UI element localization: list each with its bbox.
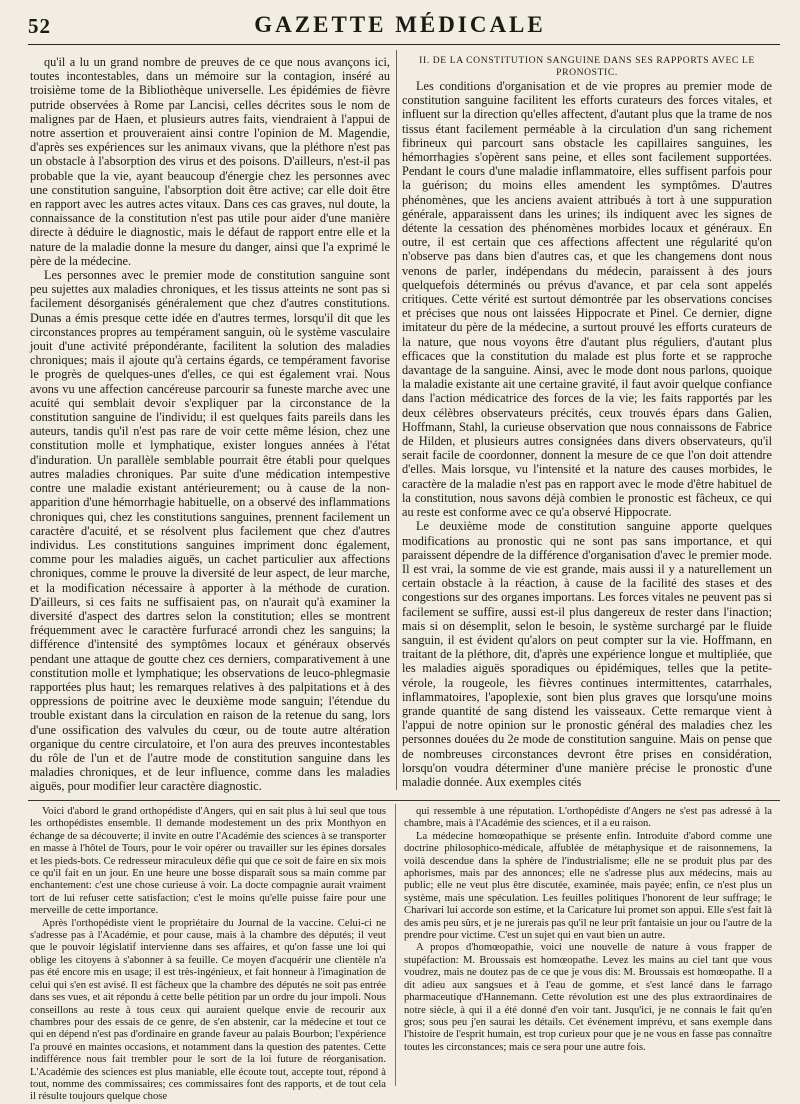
- feuilleton-rule: [28, 800, 780, 801]
- header-rule: [28, 44, 780, 45]
- section-heading: II. DE LA CONSTITUTION SANGUINE DANS SES RAPPORTS AVEC LE PRONOSTIC.: [419, 55, 755, 78]
- page-number: 52: [28, 14, 51, 38]
- feuilleton-paragraph: Voici d'abord le grand orthopédiste d'Angers, qui en sait plus à lui seul que tous les orthopédistes ensemble. Il demande modestement un des prix Monthyon en échange de sa découverte; il invite en outre l'Académie des sciences à se transporter en masse à l'hôtel de Tours, pour le voir opérer ou travailler sur les épines dorsales et les pieds-bots. Ce redresseur miraculeux défie qui que ce soit de faire en six mois ce qu'il fait en un jour. En une heure une bosse disparaît sous sa main comme par enchantement: c'est une chose curieuse à voir. La docte compagnie aurait vraiment tort de lui refuser cette satisfaction; c'est le moins qu'elle puisse faire pour une merveille de cette importance.: [30, 806, 386, 917]
- left-paragraph: Les personnes avec le premier mode de constitution sanguine sont peu sujettes aux maladies chroniques, et les tissus atteints ne sont pas si facilement désorganisés généralement que chez d'autres constitutions. Dunas a émis presque cette idée en d'autres termes, lorsqu'il dit que les circonstances propres au tempérament sanguin, où le système vasculaire jouit d'une activité prépondérante, facilitent la solution des maladies chroniques; mais il ajoute qu'à certains égards, ce tempérament favorise le progrès de quelques-unes d'elles, ce qui est également vrai. Nous avons vu une affection cancéreuse parcourir sa funeste marche avec une acuité qui semblait devoir s'expliquer par la circonstance de la constitution sanguine de l'individu; il est quelques faits pareils dans les auteurs, tandis qu'il n'est pas rare de voir cette même lésion, chez une constitution molle et lymphatique, exister longues années à l'état d'induration. Un parallèle semblable pourrait être établi pour quelques autres maladies chroniques. Par suite d'une médication intempestive contre une maladie existant antérieurement; ou à cause de la non-apparition d'une hémorrhagie habituelle, on a observé des inflammations chroniques qui, chez les constitutions sanguines, prennent facilement un caractère d'acuité, et se résolvent plus facilement que chez d'autres individus. Les constitutions sanguines impriment donc également, comme pour les maladies aiguës, un cachet particulier aux affections chroniques, comme le prouve la diversité de leur aspect, de leur marche, et la modification nécessaire à apporter à la méthode de curation. D'ailleurs, si ces faits ne suffisaient pas, on n'aurait qu'à examiner la diversité d'aspect des dartres selon la constitution; elles se montrent fréquemment avec le caractère furfuracé arrondi chez les sanguins; la différence d'intensité des symptômes locaux et généraux observés pendant une attaque de goutte chez ces derniers, comparativement à une constitution molle et lymphatique; les observations de leuco-phlegmasie rapportées plus haut; les remarques relatives à des palpitations et à des oppressions de poitrine avec le deuxième mode sanguin; l'étendue du trouble existant dans la circulation en raison de la retenue du sang, lors d'une ossification des valvules du cœur, ou de toute autre altération organique du centre circulatoire, et l'on aura des preuves incontestables du rôle de l'un et de l'autre mode de constitution sanguine dans les maladies chroniques, et de leur influence, comme dans les maladies aiguës, pour modifier leur caractère diagnostic.: [30, 268, 390, 794]
- journal-title: GAZETTE MÉDICALE: [254, 12, 546, 37]
- feuilleton-paragraph: qui ressemble à une réputation. L'orthopédiste d'Angers ne s'est pas adressé à la chambre, mais à l'Académie des sciences, et il a eu raison.: [404, 806, 772, 830]
- left-paragraph: qu'il a lu un grand nombre de preuves de ce que nous avançons ici, toutes incontestables, dans un mémoire sur la contagion, inséré au troisième tome de la Bibliothèque universelle. Les épidémies de fièvre putride observées à Rome par Lancisi, celles décrites sous le nom de malignes par de Haen, et plusieurs autres faits, viendraient à l'appui de notre assertion et prouveraient ainsi contre l'opinion de M. Magendie, d'après ses expériences sur les animaux vivans, que la pléthore n'est pas un obstacle à l'absorption des virus et des poisons. D'ailleurs, n'est-il pas probable que la vie, ayant beaucoup d'énergie chez les personnes avec une constitution sanguine, l'absorption doit être active; car elle doit être en rapport avec les autres actes vitaux. Dans ces cas graves, nul doute, la connaissance de la constitution n'est pas utile pour aider d'une manière directe à déduire le diagnostic, mais le défaut de rapport entre elle et la nature de la maladie donne la mesure du danger, ainsi que l'a exprimé le père de la médecine.: [30, 55, 390, 268]
- feuilleton-divider: [395, 804, 396, 1086]
- right-paragraph: Le deuxième mode de constitution sanguine apporte quelques modifications au pronostic qui ne sont pas sans importance, et qui paraissent dépendre de la différence d'organisation d'avec le premier mode. Il est vrai, la somme de vie est grande, mais aussi il y a naturellement un certain obstacle à la réaction, à cause de la facilité des stases et des congestions sur des organes importans. Les forces vitales ne peuvent pas si facilement se suffire, aussi est-il plus dangereux de rester dans l'inaction; mais si on désemplit, selon le besoin, le système surchargé par le fluide sanguin, il est évident qu'alors on peut compter sur la vie. Hoffmann, en traitant de la pléthore, dit, d'après une expérience longue et multipliée, que les maladies aiguës sporadiques ou épidémiques, telles que la petite-vérole, la rougeole, les fièvres continues intermittentes, catarrhales, inflammatoires, l'apoplexie, sont bien plus graves que lorsqu'une moins grande quantité de sang distend les vaisseaux. Cette remarque vient à l'appui de notre opinion sur le pronostic général des maladies chez les personnes douées du 2e mode de constitution sanguine. Mais on pense que de nombreuses circonstances devront être prises en considération, lorsqu'on voudra déterminer d'une manière précise le pronostic d'une maladie donnée. Aux exemples cités: [402, 519, 772, 789]
- feuilleton-paragraph: La médecine homœopathique se présente enfin. Introduite d'abord comme une doctrine philosophico-médicale, affublée de métaphysique et de raisonnemens, la voilà descendue dans la sphère de l'industrialisme; elle ne se produit plus par des aphorismes, mais par des annonces; elle ne s'adresse plus aux médecins, mais au public; elle ne veut plus être discutée, examinée, mais payée; enfin, ce n'est plus un système, mais une spéculation. Les feuilles politiques l'honorent de leur suffrage; le Charivari lui accorde son estime, et la Caricature lui promet son appui. Elle s'est fait là des amis peu sûrs, et je ne jurerais pas qu'il ne leur prît fantaisie un jour ou l'autre de la prendre pour victime. C'est un sujet qui en vaut bien un autre.: [404, 830, 773, 942]
- column-divider: [396, 50, 397, 790]
- right-column: [402, 55, 772, 790]
- left-column: [30, 55, 390, 794]
- feuilleton-paragraph: Après l'orthopédiste vient le propriétaire du Journal de la vaccine. Celui-ci ne s'adresse pas à l'Académie, et pour cause, mais à la chambre des députés; il veut que le pouvoir législatif intervienne dans ses affaires, et qu'on fasse une loi qui oblige les citoyens à s'abonner à sa feuille. Ce moyen d'acquérir une clientèle n'a pas été encore mis en usage; il est très-ingénieux, et fait honneur à l'imagination de celui qui s'en est avisé. Il est fâcheux que la chambre des députés ne soit pas entrée dans ses vues, et ait répondu à cette belle pétition par un ordre du jour impoli. Nous conseillons au reste à tous ceux qui auraient quelque envie de recourir aux chambres pour des essais de ce genre, de s'en abstenir, car la médecine et tout ce qui en dépend n'est pas d'ordinaire en grande faveur au palais Bourbon; l'expérience l'a prouvé en maintes occasions, et notamment dans la question des patentes. Cette indifférence nous fait trembler pour le sort de la loi future de réorganisation. L'Académie des sciences est plus maniable, elle écoute tout, accepte tout, répond à tout, nomme des commissaires; ces commissaires font des rapports, et de tout cela il résulte toujours quelque chose: [30, 917, 386, 1103]
- feuilleton-paragraph: A propos d'homœopathie, voici une nouvelle de nature à vous frapper de stupéfaction: M. Broussais est homœopathe. Levez les mains au ciel tant que vous voudrez, mais ne doutez pas de ce que je vous dis: M. Broussais est homœopathe. Il a dit adieu aux sangsues et à l'eau de gomme, et s'est lancé dans le farrago pharmaceutique d'Hannemann. Cette révolution est une des plus extraordinaires de notre siècle, à qui il a été donné d'en voir tant. Jusqu'ici, je ne connais le fait qu'en gros; sous peu j'en saurai les détails. Cet événement imprévu, et sans exemple dans l'histoire de l'esprit humain, est trop curieux pour que je ne vous en fasse pas connaître toutes les circonstances; mais ce sera pour une autre fois.: [404, 942, 772, 1053]
- feuilleton-left: [30, 806, 386, 1103]
- right-paragraph: Les conditions d'organisation et de vie propres au premier mode de constitution sanguine facilitent les efforts curateurs des forces vitales, et influent sur la direction qu'elles affectent, d'autant plus que la trame de nos tissus étant facilement perméable à la circulation d'un sang richement fibrineux qui parcourt sans obstacle les capillaires sanguines, les hémorrhagies s'opèrent sans peine, et elles sont facilement supportées. Pendant le cours d'une maladie inflammatoire, elles suffisent parfois pour la guérison; du moins elles amendent les symptômes. D'autres phénomènes, que les anciens avaient attribués à tort à une suppuration générale, apparaissent dans les urines; ils indiquent avec les signes de détente la cessation des phénomènes morbides locaux et généraux. En outre, il est certain que ces affections affectent une régularité qu'on n'observe pas dans bien d'autres cas, et que les changemens dont nous venons de parler, indépendans du médecin, paraissent à des jours quelquefois déterminés ou prévus d'avance, et par cela sont appelés critiques. Cette vérité est surtout démontrée par les observations concises et précises que nous ont laissées Hippocrate et Pinel. Ce dernier, digne imitateur du père de la médecine, a surtout prouvé les efforts curateurs de la nature, que nous voyons être d'autant plus réguliers, d'autant plus efficaces que la constitution du malade est plus forte et se rapproche davantage de la sanguine. Ainsi, avec le mode dont nous parlons, quoique la maladie existante ait une certaine gravité, il faut avoir quelque confiance dans l'action médicatrice des forces de la vie; les faits rapportés par les deux célèbres observateurs précités, ceux trouvés épars dans Galien, Hoffmann, Stahl, la curieuse observation que nous connaissons de Fabrice de Hilden, et plusieurs autres consignées dans divers observateurs, qu'il serait facile de coordonner, donnent la mesure de ce que l'on doit attendre d'elles. Mais lorsque, vu l'intensité et la nature des causes morbides, le caractère de la maladie n'est pas en rapport avec le mode d'être habituel de la constitution, nous savons déjà combien le pronostic est fâcheux, ce qui au reste est conforme avec ce qu'a observé Hippocrate.: [402, 79, 772, 520]
- feuilleton-right: [404, 806, 772, 1086]
